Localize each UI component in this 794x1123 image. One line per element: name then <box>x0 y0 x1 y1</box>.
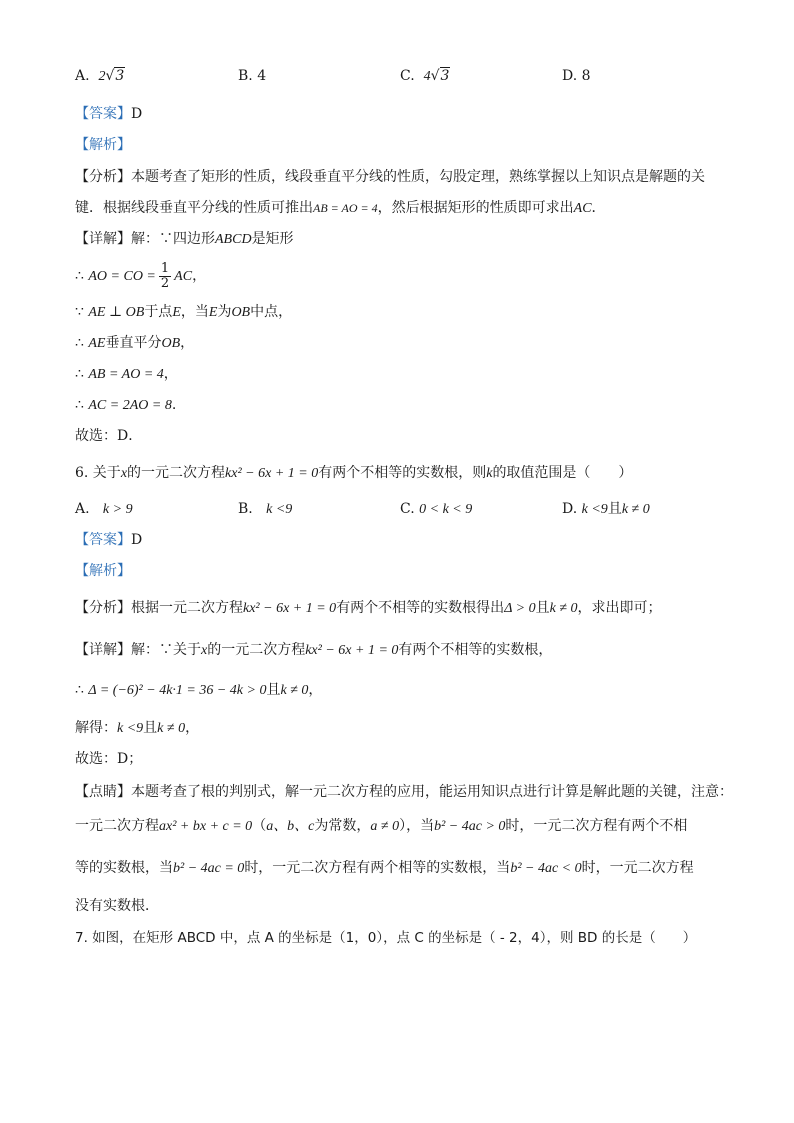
sqrt-symbol: √3 <box>430 68 450 84</box>
q5-options-row <box>75 66 724 88</box>
q6-option-d: D. k <9且k ≠ 0 <box>562 501 650 517</box>
q6-option-a: A. k > 9 <box>75 501 133 517</box>
q6-stem: 6. 关于x的一元二次方程kx² − 6x + 1 = 0有两个不相等的实数根，则k的取值范围是（ ） <box>75 465 633 481</box>
q6-fenxi: 【分析】根据一元二次方程kx² − 6x + 1 = 0有两个不相等的实数根得出Δ > 0且k ≠ 0，求出即可； <box>75 600 662 616</box>
q6-note-line-1: 【点睛】本题考查了根的判别式，解一元二次方程的应用，能运用知识点进行计算是解此题的关键，注意： <box>75 784 733 800</box>
q5-option-c: C. 4√3 <box>400 68 450 84</box>
q5-option-a: A. 2√3 <box>75 68 125 84</box>
q5-step-1: ∴ AO = CO = $\frac{1}{2}$ AC， <box>75 260 207 291</box>
q6-analysis-heading: 【解析】 <box>75 563 131 579</box>
q6-calc: ∴ Δ = (−6)² − 4k·1 = 36 − 4k > 0且k ≠ 0， <box>75 682 323 698</box>
q5-step-3: ∴ AE垂直平分OB， <box>75 335 195 351</box>
q7-stem: 7. 如图，在矩形 ABCD 中，点 A 的坐标是（1，0），点 C 的坐标是（ - 2，4），则 BD 的长是（ ） <box>75 930 697 946</box>
q6-detail: 【详解】解：∵关于x的一元二次方程kx² − 6x + 1 = 0有两个不相等的实数根， <box>75 642 553 658</box>
q5-option-b: B. 4 <box>238 68 267 84</box>
q5-detail-line: 【详解】解：∵四边形ABCD是矩形 <box>75 231 294 247</box>
q6-option-b: B. k <9 <box>238 501 293 517</box>
q6-option-c: C. 0 < k < 9 <box>400 501 473 517</box>
q6-options-row <box>75 499 724 521</box>
q5-analysis-heading: 【解析】 <box>75 137 131 153</box>
q5-option-d: D. 8 <box>562 68 591 84</box>
q6-note-line-3: 等的实数根，当b² − 4ac = 0时，一元二次方程有两个相等的实数根，当b² − 4ac < 0时，一元二次方程 <box>75 860 694 876</box>
q5-step-2: ∵ AE ⊥ OB于点E，当E为OB中点， <box>75 304 293 320</box>
q5-fenxi-line-1: 【分析】本题考查了矩形的性质，线段垂直平分线的性质，勾股定理，熟练掌握以上知识点是解题的关 <box>75 169 705 185</box>
q5-choose: 故选：D． <box>75 428 143 444</box>
q5-answer: 【答案】D <box>75 106 143 122</box>
q6-solve: 解得：k <9且k ≠ 0， <box>75 720 200 736</box>
q5-fenxi-line-2: 键．根据线段垂直平分线的性质可推出AB = AO = 4，然后根据矩形的性质即可求出AC． <box>75 200 606 216</box>
q6-choose: 故选：D； <box>75 751 143 767</box>
q6-answer: 【答案】D <box>75 532 143 548</box>
sqrt-symbol: √3 <box>105 68 125 84</box>
q5-step-5: ∴ AC = 2AO = 8. <box>75 397 177 413</box>
q6-note-line-4: 没有实数根． <box>75 898 159 914</box>
fraction-one-half: $\frac{1}{2}$ <box>160 260 170 291</box>
q5-step-4: ∴ AB = AO = 4， <box>75 366 178 382</box>
q6-note-line-2: 一元二次方程ax² + bx + c = 0（a、b、c为常数，a ≠ 0），当b² − 4ac > 0时，一元二次方程有两个不相 <box>75 818 688 834</box>
